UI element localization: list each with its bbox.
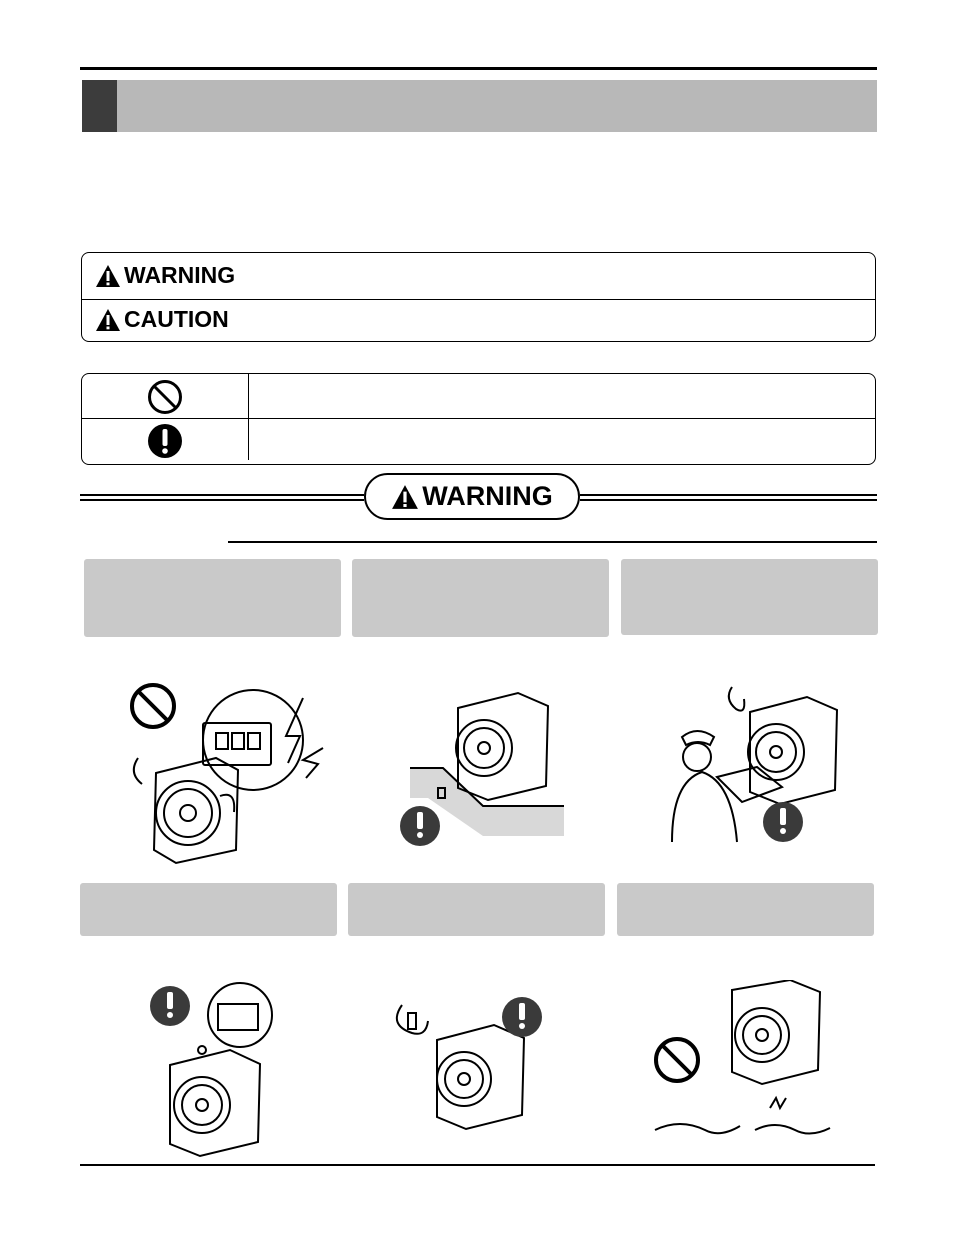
symbol-legend-divider-horizontal bbox=[82, 418, 875, 419]
outdoor-unit-fuse-illustration bbox=[382, 995, 552, 1145]
warning-signal-word: WARNING bbox=[124, 262, 236, 288]
prohibition-icon bbox=[147, 379, 183, 415]
symbol-legend-divider-vertical bbox=[248, 374, 249, 460]
warning-banner-label: WARNING bbox=[422, 481, 553, 511]
subsection-rule bbox=[228, 541, 877, 543]
power-cord-prohibited-illustration bbox=[650, 980, 835, 1150]
symbol-legend bbox=[81, 373, 876, 465]
warning-banner bbox=[364, 473, 580, 520]
warning-triangle-icon bbox=[95, 264, 121, 288]
banner-rule-right-lower bbox=[580, 499, 877, 501]
outdoor-unit-breaker-illustration bbox=[118, 678, 338, 868]
installer-with-manual-illustration bbox=[652, 682, 842, 847]
caption-box-5 bbox=[348, 883, 605, 936]
caption-box-4 bbox=[80, 883, 337, 936]
caution-signal-word: CAUTION bbox=[124, 306, 229, 332]
outdoor-unit-circuit-illustration bbox=[140, 980, 280, 1160]
top-rule bbox=[80, 67, 877, 70]
caption-box-1 bbox=[84, 559, 341, 637]
caption-box-2 bbox=[352, 559, 609, 637]
banner-rule-left-upper bbox=[80, 494, 364, 496]
outdoor-unit-base-illustration bbox=[388, 688, 568, 848]
warning-triangle-icon bbox=[95, 308, 121, 332]
banner-rule-left-lower bbox=[80, 499, 364, 501]
warning-triangle-icon bbox=[391, 484, 419, 510]
caption-box-6 bbox=[617, 883, 874, 936]
legend-divider bbox=[82, 299, 875, 300]
section-title-bar bbox=[82, 80, 877, 132]
warning-signal-label bbox=[95, 262, 235, 289]
section-title-tab bbox=[82, 80, 117, 132]
exclamation-icon bbox=[147, 423, 183, 459]
banner-rule-right-upper bbox=[580, 494, 877, 496]
caption-box-3 bbox=[621, 559, 878, 635]
bottom-rule bbox=[80, 1164, 875, 1166]
caution-signal-label bbox=[95, 306, 229, 333]
